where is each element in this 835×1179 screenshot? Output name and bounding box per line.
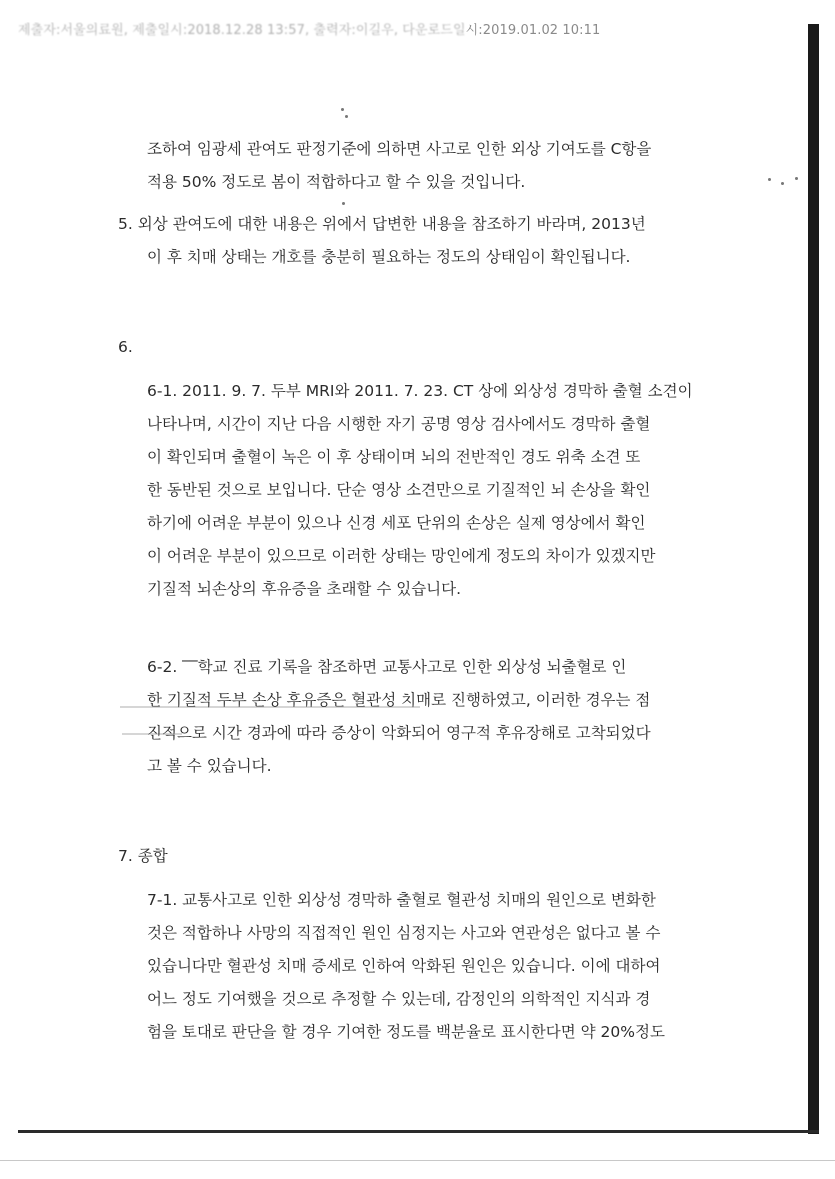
scan-speck — [781, 182, 784, 185]
scan-speck — [795, 177, 798, 180]
scan-speck — [341, 108, 344, 111]
page-bottom-border — [18, 1130, 819, 1133]
page-right-border — [808, 24, 819, 1134]
item7-1-line: 있습니다만 혈관성 치매 증세로 인하여 악화된 원인은 있습니다. 이에 대하여 — [147, 957, 661, 975]
item7-heading: 7. 종합 — [118, 847, 168, 865]
item7-1-line: 험을 토대로 판단을 할 경우 기여한 정도를 백분율로 표시한다면 약 20%정도 — [147, 1023, 665, 1041]
item6-1-line: 한 동반된 것으로 보입니다. 단순 영상 소견만으로 기질적인 뇌 손상을 확인 — [147, 481, 651, 499]
document-header — [18, 22, 658, 40]
item5-line: 이 후 치매 상태는 개호를 충분히 필요하는 정도의 상태임이 확인됩니다. — [147, 248, 631, 266]
scan-speck — [768, 178, 771, 181]
body-line: 조하여 임광세 관여도 판정기준에 의하면 사고로 인한 외상 기여도를 C항을 — [147, 140, 652, 158]
item6-2-line: 한 기질적 두부 손상 후유증은 혈관성 치매로 진행하였고, 이러한 경우는 점 — [147, 691, 651, 709]
scan-edge-line — [0, 1160, 835, 1161]
header-faded-text: 제출자:서울의료원, 제출일시:2018.12.28 13:57, 출력자:이길우, 다운로드일 — [18, 23, 466, 38]
item7-1-line: 것은 적합하나 사망의 직접적인 원인 심정지는 사고와 연관성은 없다고 볼 수 — [147, 924, 661, 942]
item6-1-line: 하기에 어려운 부분이 있으나 신경 세포 단위의 손상은 실제 영상에서 확인 — [147, 514, 646, 532]
item6-2-line: 고 볼 수 있습니다. — [147, 757, 272, 775]
item6-1-line: 6-1. 2011. 9. 7. 두부 MRI와 2011. 7. 23. CT 상에 외상성 경막하 출혈 소견이 — [147, 382, 693, 400]
header-download-time: 시:2019.01.02 10:11 — [465, 23, 601, 38]
item7-1-line: 어느 정도 기여했을 것으로 추정할 수 있는데, 감정인의 의학적인 지식과 경 — [147, 990, 651, 1008]
item6-1-line: 기질적 뇌손상의 후유증을 초래할 수 있습니다. — [147, 580, 462, 598]
item7-1-line: 7-1. 교통사고로 인한 외상성 경막하 출혈로 혈관성 치매의 원인으로 변화한 — [147, 891, 656, 909]
scan-speck — [342, 202, 345, 205]
scan-speck — [345, 115, 348, 118]
item5-line: 5. 외상 관여도에 대한 내용은 위에서 답변한 내용을 참조하기 바라며, 2013년 — [118, 215, 646, 233]
item6-1-line: 이 확인되며 출혈이 녹은 이 후 상태이며 뇌의 전반적인 경도 위축 소견 또 — [147, 448, 641, 466]
item6-1-line: 이 어려운 부분이 있으므로 이러한 상태는 망인에게 정도의 차이가 있겠지만 — [147, 547, 656, 565]
item6-2-line: 진적으로 시간 경과에 따라 증상이 악화되어 영구적 후유장해로 고착되었다 — [147, 724, 651, 742]
item6-1-line: 나타나며, 시간이 지난 다음 시행한 자기 공명 영상 검사에서도 경막하 출혈 — [147, 415, 651, 433]
item6-heading: 6. — [118, 338, 133, 356]
body-line: 적용 50% 정도로 봄이 적합하다고 할 수 있을 것입니다. — [147, 173, 526, 191]
item6-2-line: 6-2. ‾‾학교 진료 기록을 참조하면 교통사고로 인한 외상성 뇌출혈로 인 — [147, 658, 627, 676]
